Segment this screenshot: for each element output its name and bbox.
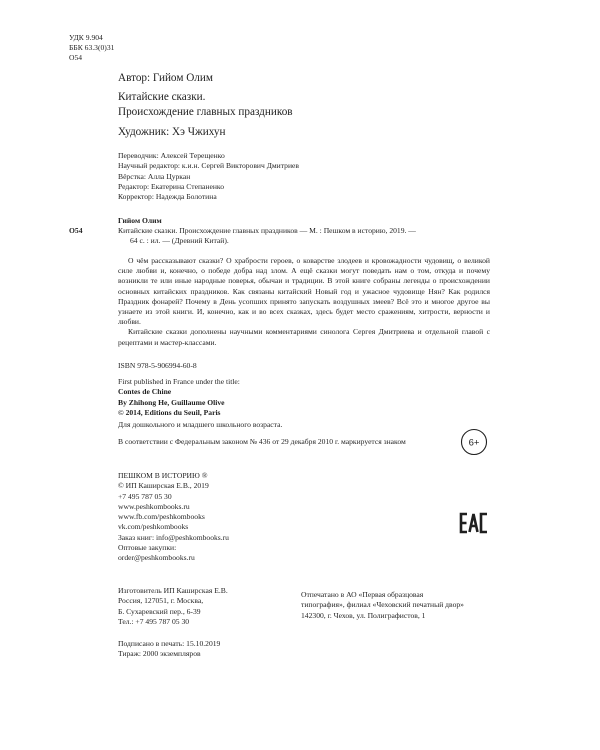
- publisher-copyright: © ИП Каширская Е.В., 2019: [118, 481, 209, 491]
- printer-line: 142300, г. Чехов, ул. Полиграфистов, 1: [301, 610, 426, 620]
- publisher-info: [118, 471, 229, 564]
- audience-note: Для дошкольного и младшего школьного возраста.: [118, 420, 283, 429]
- publisher-phone: +7 495 787 05 30: [118, 491, 172, 501]
- book-title-line1: Китайские сказки.: [118, 91, 206, 103]
- annotation: [118, 256, 490, 348]
- publisher-vk: vk.com/peshkombooks: [118, 522, 189, 532]
- credit-science-editor: Научный редактор: к.и.н. Сергей Викторович Дмитриев: [118, 161, 299, 171]
- annotation-paragraph: Китайские сказки дополнены научными комментариями синолога Сергея Дмитриева и отдельной главой с рецептами и мастер-классами.: [118, 327, 490, 347]
- print-run: Тираж: 2000 экземпляров: [118, 649, 201, 659]
- age-rating-icon: [460, 428, 488, 456]
- print-info: [118, 639, 220, 660]
- publisher-website: www.peshkombooks.ru: [118, 501, 190, 511]
- print-signed-date: Подписано в печать: 15.10.2019: [118, 639, 221, 648]
- credit-proofreader: Корректор: Надежда Болотина: [118, 192, 217, 202]
- catalog-entry-line1: Китайские сказки. Происхождение главных праздников — М. : Пешком в историю, 2019. —: [118, 226, 416, 235]
- manufacturer-line: Тел.: +7 495 787 05 30: [118, 616, 190, 626]
- original-title: Contes de Chine: [118, 387, 172, 397]
- law-notice: В соответствии с Федеральным законом № 436 от 29 декабря 2010 г. маркируется знаком: [118, 437, 406, 446]
- age-rating-label: 6+: [468, 437, 480, 449]
- book-title-line2: Происхождение главных праздников: [118, 106, 293, 118]
- publisher-orders: Заказ книг: info@peshkombooks.ru: [118, 532, 229, 542]
- annotation-paragraph: О чём рассказывают сказки? О храбрости героев, о коварстве злодеев и кровожадности чудовищ, о великой силе любви и, конечно, о победе добра над злом. А ещё сказки могут поведать нам о том, откуда и почему возникли те или иные народные поверья, обычаи и традиции. В этой книге собраны легенды о происхождении основных китайских праздников. Как связаны китайский Новый год и ужасное чудовище Нян? Как родился Праздник фонарей? Почему в День усопших принято запускать воздушных змеев? Всё это и многое другое вы узнаете из этой книги. И, конечно, как и во всех сказках, здесь будет место сражениям, хитрости, верности и любви.: [118, 256, 490, 327]
- eac-mark-icon: [459, 512, 489, 534]
- isbn: ISBN 978-5-906994-60-8: [118, 361, 197, 370]
- manufacturer-line: Россия, 127051, г. Москва,: [118, 596, 204, 606]
- credits-list: [118, 151, 299, 202]
- author-mark: О54: [69, 53, 83, 62]
- printer-info: [301, 590, 464, 621]
- author-line: Автор: Гийом Олим: [118, 72, 213, 84]
- manufacturer-line: Изготовитель ИП Каширская Е.В.: [118, 586, 228, 595]
- printer-line: Отпечатано в АО «Первая образцовая: [301, 590, 424, 599]
- original-authors: By Zhihong He, Guillaume Olive: [118, 397, 225, 407]
- catalog-mark: О54: [69, 226, 83, 235]
- credit-layout: Вёрстка: Алла Цуркан: [118, 171, 191, 181]
- catalog-entry-line2: 64 с. : ил. — (Древний Китай).: [130, 236, 229, 245]
- publisher-wholesale-email: order@peshkombooks.ru: [118, 553, 195, 563]
- original-line: First published in France under the title:: [118, 377, 240, 386]
- publisher-name: ПЕШКОМ В ИСТОРИЮ ®: [118, 471, 208, 480]
- manufacturer-info: [118, 586, 228, 627]
- udk-code: УДК 9.904: [69, 33, 103, 42]
- publisher-facebook: www.fb.com/peshkombooks: [118, 512, 205, 522]
- credit-editor: Редактор: Екатерина Степаненко: [118, 181, 224, 191]
- illustrator-line: Художник: Хэ Чжихун: [118, 126, 226, 138]
- original-copyright: © 2014, Editions du Seuil, Paris: [118, 407, 221, 417]
- manufacturer-line: Б. Сухаревский пер., 6-39: [118, 606, 201, 616]
- original-publication: [118, 377, 240, 418]
- credit-translator: Переводчик: Алексей Терещенко: [118, 151, 225, 160]
- bbk-code: ББК 63.3(0)31: [69, 43, 115, 52]
- catalog-author-heading: Гийом Олим: [118, 216, 162, 225]
- printer-line: типография», филиал «Чеховский печатный двор»: [301, 600, 464, 610]
- publisher-wholesale-label: Оптовые закупки:: [118, 543, 177, 553]
